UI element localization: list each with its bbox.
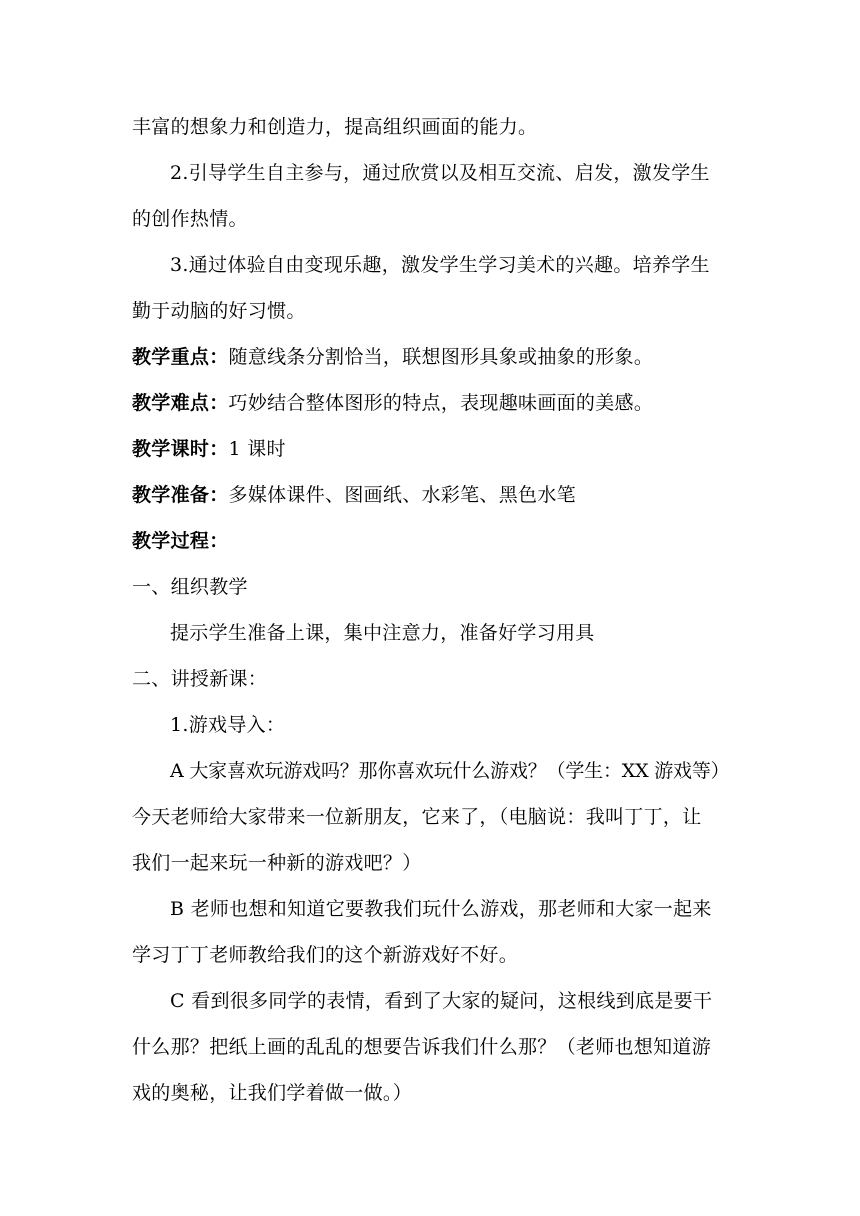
paragraph-a-line: 今天老师给大家带来一位新朋友，它来了，（电脑说：我叫丁丁，让 — [132, 806, 702, 828]
difficulties-label: 教学难点： — [132, 392, 229, 414]
paragraph-line: 3.通过体验自由变现乐趣，激发学生学习美术的兴趣。培养学生 — [170, 254, 710, 276]
preparation-row — [132, 472, 732, 518]
paragraph-b-line: 学习丁丁老师教给我们的这个新游戏好不好。 — [132, 944, 519, 966]
process-heading: 教学过程： — [132, 530, 229, 552]
hours-text: 1 课时 — [228, 438, 286, 460]
section1-title: 一、组织教学 — [132, 576, 248, 598]
paragraph-line: 勤于动脑的好习惯。 — [132, 300, 306, 322]
paragraph-a-line: 我们一起来玩一种新的游戏吧？） — [132, 852, 422, 874]
key-points-text: 随意线条分割恰当，联想图形具象或抽象的形象。 — [228, 346, 654, 368]
paragraph-line: 2.引导学生自主参与，通过欣赏以及相互交流、启发，激发学生 — [170, 162, 710, 184]
paragraph-a-line: A 大家喜欢玩游戏吗？那你喜欢玩什么游戏？（学生：XX 游戏等） — [170, 760, 730, 782]
document-page — [132, 104, 732, 1116]
paragraph-b-line: B 老师也想和知道它要教我们玩什么游戏，那老师和大家一起来 — [170, 898, 712, 920]
hours-label: 教学课时： — [132, 438, 229, 460]
paragraph-line: 丰富的想象力和创造力，提高组织画面的能力。 — [132, 116, 538, 138]
key-points-label: 教学重点： — [132, 346, 229, 368]
difficulties-text: 巧妙结合整体图形的特点，表现趣味画面的美感。 — [228, 392, 654, 414]
section2-title: 二、讲授新课： — [132, 668, 268, 690]
paragraph-line: 的创作热情。 — [132, 208, 248, 230]
key-points-row — [132, 334, 732, 380]
difficulties-row — [132, 380, 732, 426]
paragraph-c-line: 戏的奥秘，让我们学着做一做。） — [132, 1082, 413, 1104]
paragraph-c-line: C 看到很多同学的表情，看到了大家的疑问，这根线到底是要干 — [170, 990, 713, 1012]
preparation-label: 教学准备： — [132, 484, 229, 506]
hours-row — [132, 426, 732, 472]
paragraph-c-line: 什么那？把纸上画的乱乱的想要告诉我们什么那？（老师也想知道游 — [132, 1036, 712, 1058]
preparation-text: 多媒体课件、图画纸、水彩笔、黑色水笔 — [228, 484, 576, 506]
section1-body: 提示学生准备上课，集中注意力，准备好学习用具 — [170, 622, 595, 644]
section2-subheading: 1.游戏导入： — [170, 714, 286, 736]
